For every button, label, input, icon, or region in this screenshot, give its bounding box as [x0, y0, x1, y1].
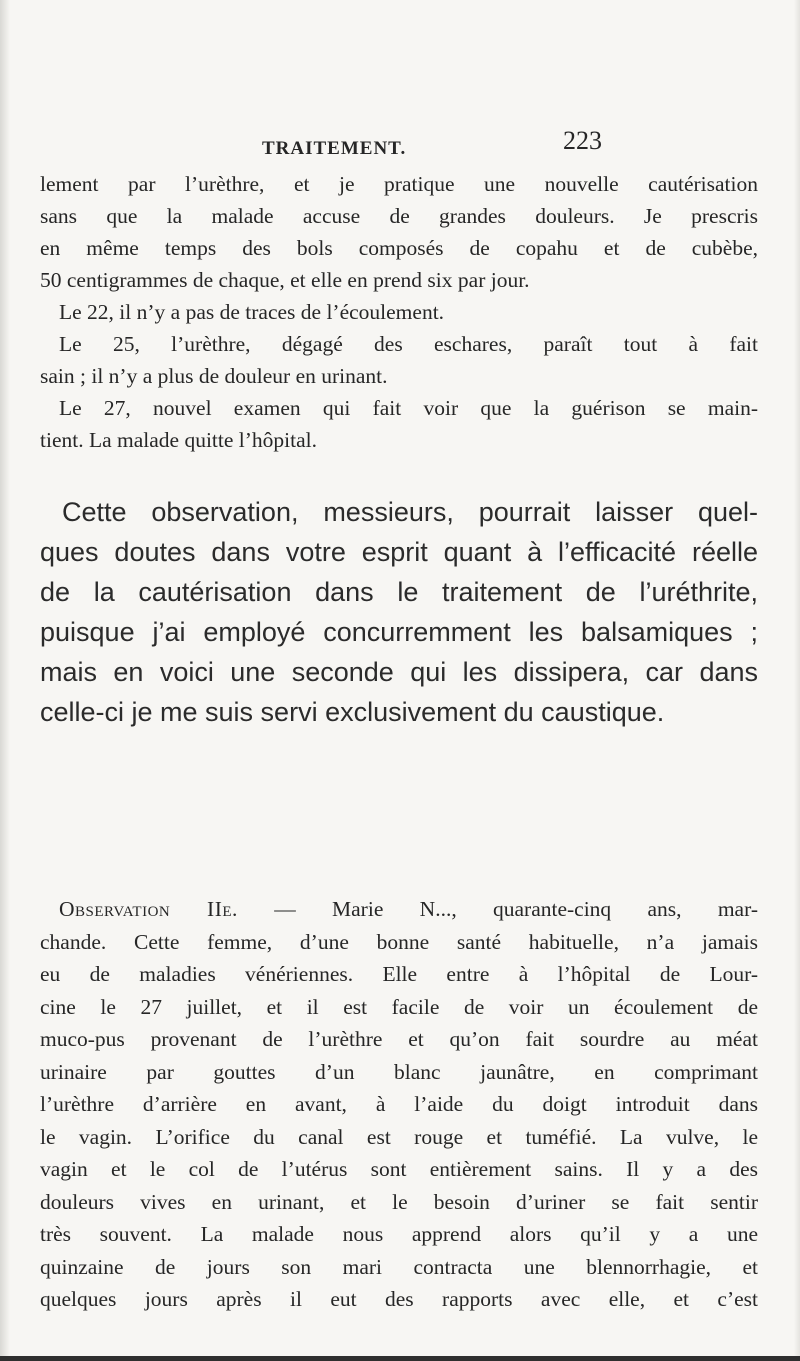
text-line: tient. La malade quitte l’hôpital.	[40, 428, 318, 452]
text-line: muco-pus provenant de l’urèthre et qu’on fait sourdre au méat	[40, 1027, 758, 1051]
text-line: très souvent. La malade nous apprend alors qu’il y a une	[40, 1222, 758, 1246]
paragraph-treatment-notes	[40, 168, 758, 456]
text-line: quinzaine de jours son mari contracta une blennorrhagie, et	[40, 1254, 758, 1279]
text-line: Le 25, l’urèthre, dégagé des eschares, paraît tout à fait	[59, 332, 758, 356]
observation-heading: Observation IIe.	[59, 897, 238, 921]
page-right-edge	[794, 0, 800, 1361]
text-line: de la cautérisation dans le traitement de l’uréthrite,	[40, 577, 758, 607]
text-line: le vagin. L’orifice du canal est rouge et tuméfié. La vulve, le	[40, 1124, 758, 1149]
text-line: Le 27, nouvel examen qui fait voir que la guérison se main-	[59, 396, 758, 420]
text-fragment: — Marie N..., quarante-cinq ans, mar-	[237, 897, 758, 921]
text-line: Le 22, il n’y a pas de traces de l’écoulement.	[59, 300, 445, 324]
text-line: mais en voici une seconde qui les dissipera, car dans	[40, 657, 758, 687]
text-line: en même temps des bols composés de copahu et de cubèbe,	[40, 236, 758, 260]
running-title: TRAITEMENT.	[262, 138, 407, 159]
text-line: lement par l’urèthre, et je pratique une nouvelle cautérisation	[40, 172, 758, 196]
page-bottom-edge	[0, 1356, 800, 1361]
text-line: ques doutes dans votre esprit quant à l’efficacité réelle	[40, 537, 758, 567]
text-line: l’urèthre d’arrière en avant, à l’aide du doigt introduit dans	[40, 1092, 758, 1116]
text-line: vagin et le col de l’utérus sont entièrement sains. Il y a des	[40, 1157, 758, 1181]
paragraph-observation	[40, 893, 758, 1316]
text-line: cine le 27 juillet, et il est facile de voir un écoulement de	[40, 994, 758, 1019]
text-line: celle-ci je me suis servi exclusivement du caustique.	[40, 697, 665, 727]
text-line: quelques jours après il eut des rapports avec elle, et c’est	[40, 1287, 758, 1311]
page-spine-shadow	[0, 0, 10, 1361]
text-line: sain ; il n’y a plus de douleur en urinant.	[40, 364, 388, 388]
text-line: 50 centigrammes de chaque, et elle en prend six par jour.	[40, 268, 530, 292]
text-line: chande. Cette femme, d’une bonne santé habituelle, n’a jamais	[40, 929, 758, 954]
text-line: Cette observation, messieurs, pourrait laisser quel-	[62, 497, 758, 527]
text-line: urinaire par gouttes d’un blanc jaunâtre, en comprimant	[40, 1059, 758, 1084]
text-line	[40, 893, 758, 926]
page-number: 223	[563, 126, 602, 155]
text-line: sans que la malade accuse de grandes douleurs. Je prescris	[40, 204, 758, 228]
text-line: douleurs vives en urinant, et le besoin d’uriner se fait sentir	[40, 1189, 758, 1214]
text-line: eu de maladies vénériennes. Elle entre à l’hôpital de Lour-	[40, 962, 758, 986]
paragraph-commentary	[40, 492, 758, 732]
text-line: puisque j’ai employé concurremment les balsamiques ;	[40, 617, 758, 647]
